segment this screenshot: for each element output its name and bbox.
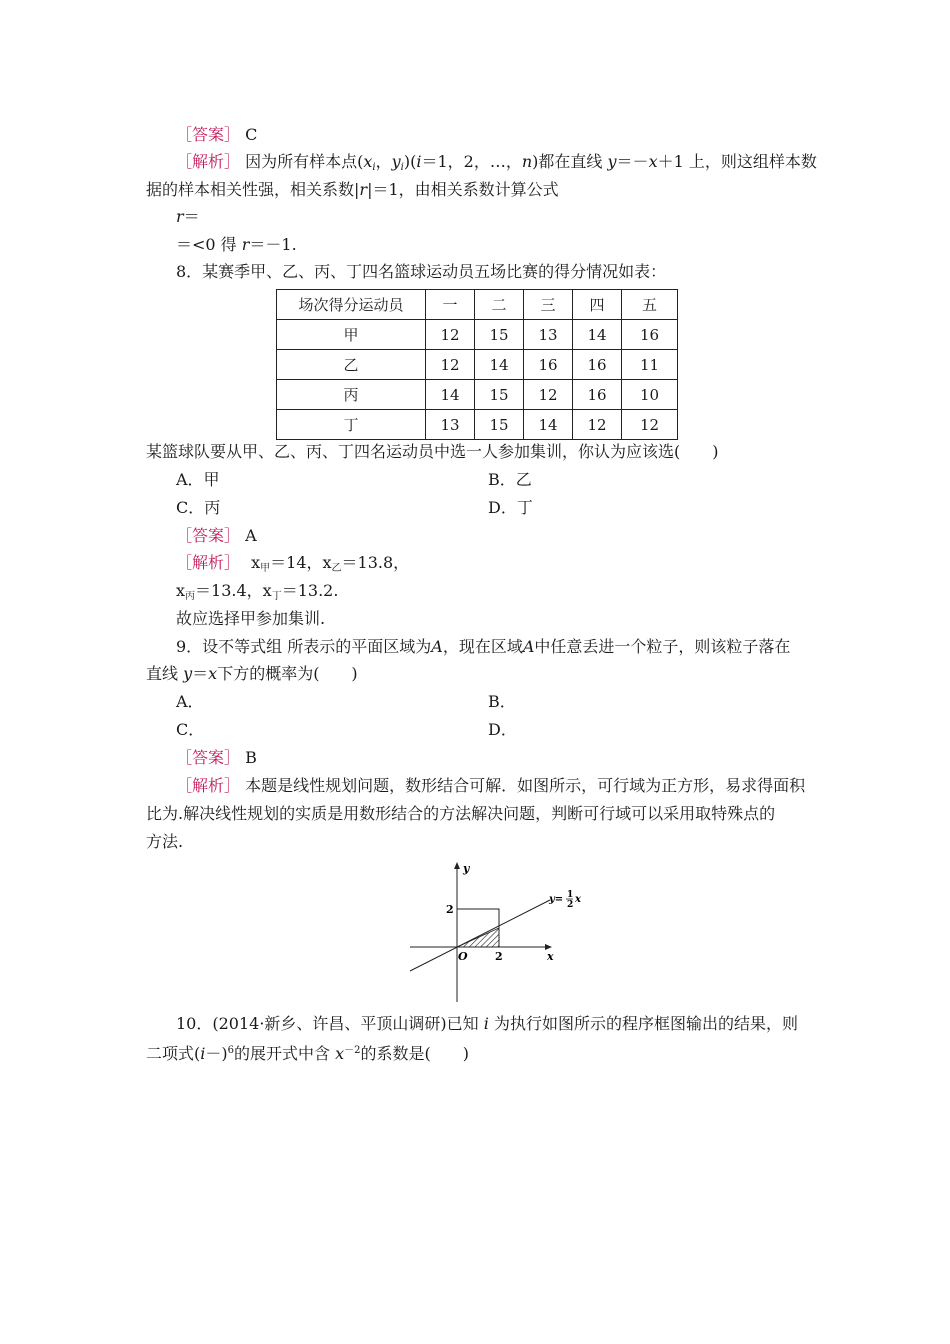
table-row: 丙 14 15 12 16 10 [277,380,678,410]
origin-label: O [458,950,468,963]
analysis-tag: ［解析］ [176,776,241,795]
table-header: 三 [524,290,573,320]
score-table [276,289,678,440]
q9-option-b: B． [488,692,516,711]
q9-analysis-line1: ［解析］ 本题是线性规划问题，数形结合可解．如图所示，可行域为正方形，易求得面积 [176,776,806,795]
table-header-row [277,290,678,320]
q9-option-c: C． [176,720,205,739]
q8-analysis-line2: $x_丙=13.4$，$x_丁=13.2$. [176,581,339,602]
table-row: 丁 13 15 14 12 12 [277,410,678,440]
answer-value: B [245,748,257,767]
answer-value: A [245,526,257,545]
q8-option-a: A．甲 [176,470,220,489]
region-figure [405,858,595,1008]
x-tick-label: 2 [495,950,503,963]
table-header: 二 [475,290,524,320]
table-header: 五 [622,290,678,320]
answer-tag: ［答案］ [176,526,241,545]
table-corner-cell: 场次得分运动员 [277,290,426,320]
line-y-half-x [410,900,550,971]
q10-line2: 二项式$(i-)^6$的展开式中含 $x^{-2}$的系数是( ) [146,1044,469,1063]
q10-line1: 10．(2014·新乡、许昌、平顶山调研)已知 i 为执行如图所示的程序框图输出的结果，则 [176,1014,798,1033]
analysis-tag: ［解析］ [176,553,241,572]
line-label: y= [549,894,564,905]
line-label-x: x [575,894,581,905]
q9-option-a: A． [176,692,204,711]
q7-result-line: ＝<0 得 r＝－1. [176,235,297,254]
table-row: 乙 12 14 16 16 11 [277,350,678,380]
answer-tag: ［答案］ [176,748,241,767]
table-row: 甲 12 15 13 14 16 [277,320,678,350]
q7-analysis-line1: ［解析］ 因为所有样本点($x_i$，$y_i)(i=1$，2，…，n)都在直线 y＝－x＋1 上，则这组样本数 [176,152,817,173]
q8-option-b: B．乙 [488,470,532,489]
q8-option-d: D．丁 [488,498,533,517]
q8-analysis-line1: ［解析］ $x_甲=14$，$x_乙=13.8$， [176,553,410,574]
y-axis-label: y [463,862,470,875]
x-axis-label: x [547,950,554,963]
answer-value: C [245,125,258,144]
line-label-num: 1 [567,890,574,900]
answer-tag: ［答案］ [176,125,241,144]
q9-option-d: D． [488,720,517,739]
line-label-den: 2 [567,900,574,910]
q7-formula-line: r＝ [176,207,200,226]
y-tick-label: 2 [446,903,454,916]
analysis-tag: ［解析］ [176,152,241,171]
q7-answer-line [176,125,257,145]
q8-question: 某篮球队要从甲、乙、丙、丁四名运动员中选一人参加集训，你认为应该选( ) [146,442,719,461]
y-axis-arrow-icon [454,862,460,869]
q9-answer-line [176,748,257,768]
q9-stem-line2: 直线 y＝x下方的概率为( ) [146,664,358,683]
q9-analysis-line3: 方法. [146,832,184,851]
q7-analysis-line2: 据的样本相关性强，相关系数|r|＝1，由相关系数计算公式 [146,180,559,199]
q8-answer-line [176,526,257,546]
q8-option-c: C．丙 [176,498,221,517]
q9-stem-line1: 9．设不等式组 所表示的平面区域为A，现在区域A中任意丢进一个粒子，则该粒子落在 [176,637,791,656]
q8-conclusion: 故应选择甲参加集训. [176,609,326,628]
q8-stem: 8．某赛季甲、乙、丙、丁四名篮球运动员五场比赛的得分情况如表： [176,262,667,281]
q9-analysis-line2: 比为.解决线性规划的实质是用数形结合的方法解决问题，判断可行域可以采用取特殊点的 [146,804,776,823]
table-header: 一 [426,290,475,320]
table-header: 四 [573,290,622,320]
